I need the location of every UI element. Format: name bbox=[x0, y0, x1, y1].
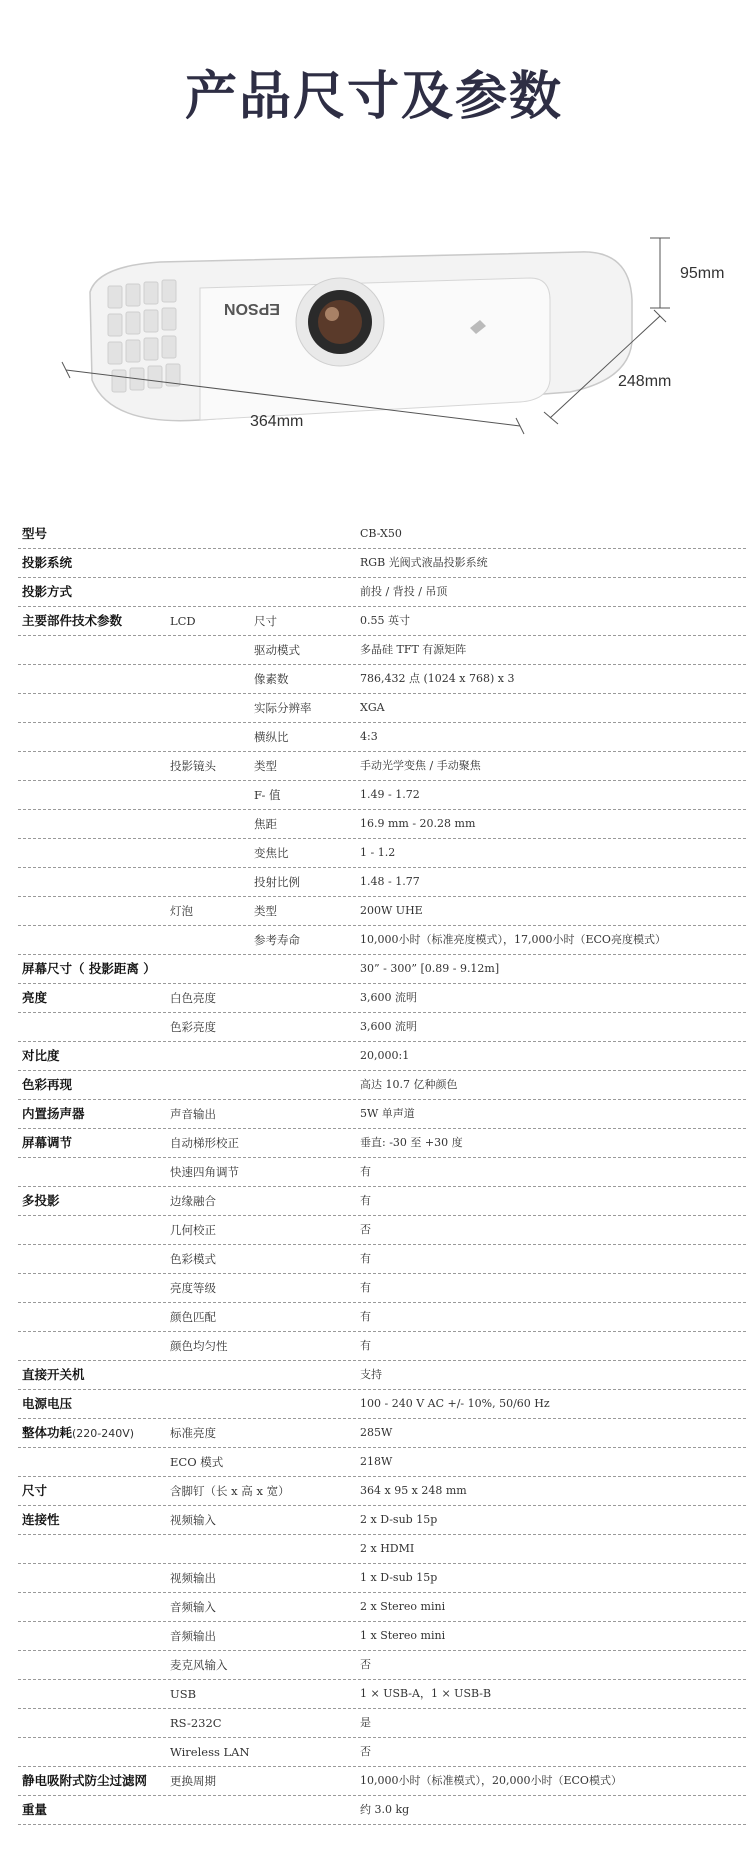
lens-icon bbox=[296, 278, 384, 366]
spec-value: 3,600 流明 bbox=[360, 991, 417, 1004]
spec-row bbox=[18, 520, 746, 549]
spec-item: 亮度等级 bbox=[170, 1281, 216, 1295]
spec-category-note: (220-240V) bbox=[72, 1427, 135, 1440]
spec-row bbox=[18, 1216, 746, 1245]
spec-item: 视频输出 bbox=[170, 1571, 216, 1585]
spec-category-label: 投影系统 bbox=[22, 555, 73, 570]
spec-value: 1 x Stereo mini bbox=[360, 1629, 446, 1642]
spec-value: 否 bbox=[360, 1223, 371, 1236]
spec-category bbox=[22, 1796, 47, 1825]
spec-row bbox=[18, 1158, 746, 1187]
spec-row bbox=[18, 1390, 746, 1419]
spec-item: 快速四角调节 bbox=[170, 1165, 239, 1179]
spec-value: 2 x HDMI bbox=[360, 1542, 415, 1555]
spec-item: 自动梯形校正 bbox=[170, 1136, 239, 1150]
spec-item: 音频输入 bbox=[170, 1600, 216, 1614]
spec-value: 3,600 流明 bbox=[360, 1020, 417, 1033]
spec-value: 否 bbox=[360, 1745, 371, 1758]
spec-value: RGB 光阀式液晶投影系统 bbox=[360, 556, 488, 569]
spec-item: 含脚钉（长 x 高 x 宽） bbox=[170, 1484, 290, 1498]
spec-category-label: 色彩再现 bbox=[22, 1077, 73, 1092]
spec-category-label: 连接性 bbox=[22, 1512, 60, 1527]
dim-height-label: 95mm bbox=[680, 265, 725, 282]
spec-row bbox=[18, 1187, 746, 1216]
spec-category bbox=[22, 1042, 60, 1071]
page-title: 产品尺寸及参数 bbox=[184, 67, 563, 127]
spec-row bbox=[18, 1622, 746, 1651]
spec-value: CB-X50 bbox=[360, 527, 402, 540]
spec-item: 驱动模式 bbox=[254, 643, 300, 657]
spec-row bbox=[18, 1245, 746, 1274]
spec-category-label: 内置扬声器 bbox=[22, 1106, 85, 1121]
spec-category bbox=[22, 549, 72, 578]
spec-item: 标准亮度 bbox=[170, 1426, 216, 1440]
spec-row bbox=[18, 1129, 746, 1158]
spec-row bbox=[18, 1332, 746, 1361]
spec-item: 视频输入 bbox=[170, 1513, 216, 1527]
spec-item: 像素数 bbox=[254, 672, 289, 686]
spec-item: 颜色均匀性 bbox=[170, 1339, 228, 1353]
projector-figure bbox=[50, 230, 725, 490]
spec-row bbox=[18, 839, 746, 868]
spec-category bbox=[22, 1071, 72, 1100]
spec-value: 20,000:1 bbox=[360, 1049, 410, 1062]
spec-value: 约 3.0 kg bbox=[360, 1803, 410, 1816]
spec-item: 变焦比 bbox=[254, 846, 289, 860]
spec-group: LCD bbox=[170, 614, 196, 628]
spec-category bbox=[22, 520, 47, 549]
spec-category bbox=[22, 984, 47, 1013]
spec-row bbox=[18, 1767, 746, 1796]
spec-category-label: 重量 bbox=[22, 1802, 48, 1817]
spec-row bbox=[18, 1651, 746, 1680]
spec-category bbox=[22, 1361, 85, 1390]
spec-row bbox=[18, 723, 746, 752]
spec-category-label: 直接开关机 bbox=[22, 1367, 85, 1382]
spec-row bbox=[18, 1506, 746, 1535]
spec-row bbox=[18, 984, 746, 1013]
spec-category bbox=[22, 1100, 85, 1129]
spec-item: 麦克风输入 bbox=[170, 1658, 228, 1672]
spec-item: USB bbox=[170, 1687, 197, 1701]
spec-row bbox=[18, 1419, 746, 1448]
spec-value: 10,000小时（标准亮度模式），17,000小时（ECO亮度模式） bbox=[360, 933, 666, 946]
spec-value: 前投 / 背投 / 吊顶 bbox=[360, 585, 448, 598]
spec-item: 类型 bbox=[254, 904, 277, 918]
spec-row bbox=[18, 781, 746, 810]
spec-item: RS-232C bbox=[170, 1716, 222, 1730]
spec-value: 1.49 - 1.72 bbox=[360, 788, 420, 801]
spec-value: 1.48 - 1.77 bbox=[360, 875, 420, 888]
spec-value: 285W bbox=[360, 1426, 393, 1439]
spec-item: 类型 bbox=[254, 759, 277, 773]
spec-value: 垂直: -30 至 +30 度 bbox=[360, 1136, 463, 1149]
spec-row bbox=[18, 1477, 746, 1506]
spec-value: 0.55 英寸 bbox=[360, 614, 410, 627]
spec-value: 2 x D-sub 15p bbox=[360, 1513, 438, 1526]
spec-row bbox=[18, 1013, 746, 1042]
spec-value: 364 x 95 x 248 mm bbox=[360, 1484, 467, 1497]
spec-value: 有 bbox=[360, 1339, 371, 1352]
spec-category bbox=[22, 955, 156, 984]
spec-category-label: 型号 bbox=[22, 526, 48, 541]
spec-category-label: 主要部件技术参数 bbox=[22, 613, 123, 628]
spec-group: 灯泡 bbox=[170, 904, 193, 918]
spec-category-label: 屏幕调节 bbox=[22, 1135, 73, 1150]
spec-value: 1 × USB-A，1 × USB-B bbox=[360, 1687, 492, 1700]
spec-value: 有 bbox=[360, 1252, 371, 1265]
spec-category bbox=[22, 1129, 72, 1158]
spec-item: 白色亮度 bbox=[170, 991, 216, 1005]
spec-value: 1 - 1.2 bbox=[360, 846, 396, 859]
spec-row bbox=[18, 926, 746, 955]
spec-value: 200W UHE bbox=[360, 904, 423, 917]
spec-item: 边缘融合 bbox=[170, 1194, 216, 1208]
spec-row bbox=[18, 1709, 746, 1738]
spec-item: 尺寸 bbox=[254, 614, 277, 628]
spec-value: 10,000小时（标准模式），20,000小时（ECO模式） bbox=[360, 1774, 622, 1787]
spec-category bbox=[22, 1506, 60, 1535]
spec-row bbox=[18, 607, 746, 636]
spec-category-label: 尺寸 bbox=[22, 1483, 48, 1498]
spec-row bbox=[18, 578, 746, 607]
spec-item: 参考寿命 bbox=[254, 933, 300, 947]
spec-item: 声音输出 bbox=[170, 1107, 216, 1121]
spec-value: 高达 10.7 亿种颜色 bbox=[360, 1078, 458, 1091]
spec-row bbox=[18, 1593, 746, 1622]
spec-category-label: 电源电压 bbox=[22, 1396, 73, 1411]
spec-item: Wireless LAN bbox=[170, 1745, 250, 1759]
height-dimension bbox=[650, 238, 670, 308]
spec-value: 有 bbox=[360, 1194, 371, 1207]
spec-row bbox=[18, 1680, 746, 1709]
spec-value: 有 bbox=[360, 1281, 371, 1294]
spec-value: 4:3 bbox=[360, 730, 378, 743]
spec-value: 多晶硅 TFT 有源矩阵 bbox=[360, 643, 467, 656]
spec-item: 焦距 bbox=[254, 817, 277, 831]
spec-row bbox=[18, 636, 746, 665]
spec-row bbox=[18, 1100, 746, 1129]
spec-category-label: 对比度 bbox=[22, 1048, 60, 1063]
spec-value: 786,432 点 (1024 x 768) x 3 bbox=[360, 672, 515, 685]
spec-item: 色彩模式 bbox=[170, 1252, 216, 1266]
spec-value: 16.9 mm - 20.28 mm bbox=[360, 817, 476, 830]
spec-row bbox=[18, 1071, 746, 1100]
spec-row bbox=[18, 1042, 746, 1071]
spec-row bbox=[18, 1448, 746, 1477]
spec-table bbox=[18, 520, 746, 1825]
spec-category bbox=[22, 578, 72, 607]
spec-row bbox=[18, 1738, 746, 1767]
spec-value: 支持 bbox=[360, 1368, 382, 1381]
projector-illustration bbox=[50, 230, 725, 490]
dim-width-label: 364mm bbox=[250, 413, 304, 430]
spec-category-label: 整体功耗 bbox=[22, 1425, 73, 1440]
spec-item: 音频输出 bbox=[170, 1629, 216, 1643]
spec-row bbox=[18, 694, 746, 723]
spec-value: 否 bbox=[360, 1658, 371, 1671]
spec-row bbox=[18, 897, 746, 926]
spec-item: 实际分辨率 bbox=[254, 701, 312, 715]
spec-category-label: 屏幕尺寸（ 投影距离 ） bbox=[22, 961, 156, 976]
spec-item: 色彩亮度 bbox=[170, 1020, 216, 1034]
spec-row bbox=[18, 1564, 746, 1593]
spec-category-label: 静电吸附式防尘过滤网 bbox=[22, 1773, 148, 1788]
spec-row bbox=[18, 1796, 746, 1825]
spec-item: ECO 模式 bbox=[170, 1455, 224, 1469]
spec-category-label: 投影方式 bbox=[22, 584, 73, 599]
spec-group: 投影镜头 bbox=[170, 759, 216, 773]
spec-row bbox=[18, 1303, 746, 1332]
spec-item: F- 值 bbox=[254, 788, 281, 802]
spec-value: 100 - 240 V AC +/- 10%, 50/60 Hz bbox=[360, 1397, 550, 1410]
spec-row bbox=[18, 1361, 746, 1390]
spec-row bbox=[18, 810, 746, 839]
spec-value: 30” - 300” [0.89 - 9.12m] bbox=[360, 962, 500, 975]
spec-row bbox=[18, 868, 746, 897]
spec-item: 几何校正 bbox=[170, 1223, 216, 1237]
spec-item: 颜色匹配 bbox=[170, 1310, 216, 1324]
spec-value: 有 bbox=[360, 1310, 371, 1323]
spec-category bbox=[22, 1390, 72, 1419]
spec-item: 横纵比 bbox=[254, 730, 289, 744]
spec-value: 有 bbox=[360, 1165, 371, 1178]
spec-category bbox=[22, 607, 122, 636]
spec-row bbox=[18, 955, 746, 984]
spec-category-label: 多投影 bbox=[22, 1193, 60, 1208]
spec-row bbox=[18, 549, 746, 578]
spec-category bbox=[22, 1767, 147, 1796]
spec-category bbox=[22, 1477, 47, 1506]
spec-item: 更换周期 bbox=[170, 1774, 216, 1788]
spec-value: 2 x Stereo mini bbox=[360, 1600, 446, 1613]
dim-depth-label: 248mm bbox=[618, 373, 672, 390]
spec-row bbox=[18, 665, 746, 694]
spec-value: 是 bbox=[360, 1716, 371, 1729]
spec-row bbox=[18, 1274, 746, 1303]
spec-category-label: 亮度 bbox=[22, 990, 48, 1005]
brand-logo: EPSON bbox=[223, 300, 280, 317]
spec-category bbox=[22, 1419, 134, 1448]
spec-row bbox=[18, 1535, 746, 1564]
spec-row bbox=[18, 752, 746, 781]
spec-value: XGA bbox=[360, 701, 385, 714]
spec-category bbox=[22, 1187, 60, 1216]
spec-item: 投射比例 bbox=[254, 875, 300, 889]
spec-value: 1 x D-sub 15p bbox=[360, 1571, 438, 1584]
spec-value: 手动光学变焦 / 手动聚焦 bbox=[360, 759, 481, 772]
spec-value: 218W bbox=[360, 1455, 393, 1468]
spec-value: 5W 单声道 bbox=[360, 1107, 415, 1120]
